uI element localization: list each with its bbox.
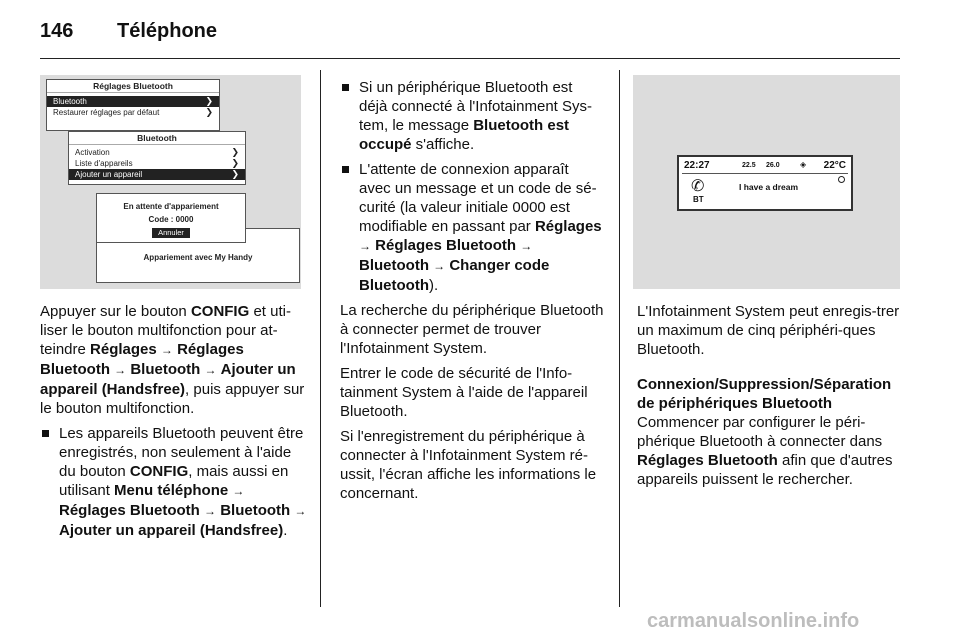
paragraph: Si l'enregistrement du périphérique à connecter à l'Infotainment System ré-ussit, l'écran affiche les informations le concernant. bbox=[340, 428, 597, 502]
bullet-item: Si un périphérique Bluetooth est déjà connecté à l'Infotainment Sys-tem, le message Bluetooth est occupé s'affiche. bbox=[340, 78, 604, 154]
bullet-item: Les appareils Bluetooth peuvent être enregistrés, non seulement à l'aide du bouton CONFIG, mais aussi en utilisant Menu téléphone → Réglages Bluetooth → Bluetooth → Ajouter un appareil (Handsfree). bbox=[40, 424, 308, 540]
page-title: Téléphone bbox=[117, 20, 218, 42]
paragraph: L'Infotainment System peut enregis-trer un maximum de cinq périphéri-ques Bluetooth. bbox=[637, 303, 900, 358]
status-bar bbox=[682, 159, 848, 174]
screen-title: Réglages Bluetooth bbox=[47, 80, 219, 93]
chevron-right-icon: ❯ bbox=[231, 158, 239, 168]
bullet-icon bbox=[342, 166, 349, 173]
temperature: 22°C bbox=[823, 160, 846, 171]
header-divider bbox=[40, 58, 900, 59]
display-message: I have a dream bbox=[739, 182, 799, 192]
watermark: carmanualsonline.info bbox=[647, 610, 860, 632]
section-heading: Connexion/Suppression/Séparation de périphériques Bluetooth bbox=[637, 376, 892, 412]
menu-item: Bluetooth ❯ bbox=[47, 96, 219, 107]
screen-pairing-wait: En attente d'appariement Code : 0000 Annuler bbox=[96, 193, 246, 243]
bt-label: BT bbox=[693, 195, 704, 204]
bullet-icon bbox=[42, 430, 49, 437]
screen-title: Bluetooth bbox=[69, 132, 245, 145]
chevron-right-icon: ❯ bbox=[231, 169, 239, 179]
infotainment-display-figure bbox=[633, 75, 900, 289]
bullet-icon bbox=[342, 84, 349, 91]
column-3 bbox=[637, 302, 901, 495]
paragraph: Entrer le code de sécurité de l'Info-tainment System à l'aide de l'appareil Bluetooth. bbox=[340, 365, 588, 420]
chevron-right-icon: ❯ bbox=[231, 147, 239, 157]
record-icon bbox=[838, 176, 845, 183]
column-divider-1 bbox=[320, 70, 321, 607]
menu-item: Restaurer réglages par défaut ❯ bbox=[53, 107, 213, 117]
bluetooth-icon: ◈ bbox=[800, 160, 807, 169]
display-screen bbox=[677, 155, 853, 211]
column-divider-2 bbox=[619, 70, 620, 607]
phone-icon: ✆ bbox=[691, 178, 705, 195]
paragraph: Commencer par configurer le péri-phérique Bluetooth à connecter dans Réglages Bluetooth afin que d'autres appareils puissent le rechercher. bbox=[637, 414, 893, 488]
screen-bluetooth bbox=[68, 131, 246, 185]
menu-item: Activation ❯ bbox=[75, 147, 239, 157]
clock: 22:27 bbox=[684, 160, 710, 171]
column-2 bbox=[340, 78, 604, 509]
screen-bluetooth-settings bbox=[46, 79, 220, 131]
cancel-button: Annuler bbox=[152, 228, 190, 238]
chevron-right-icon: ❯ bbox=[205, 107, 213, 117]
paragraph: Appuyer sur le bouton CONFIG et uti-liser le bouton multifonction pour at-teindre Réglages → Réglages Bluetooth → Bluetooth → Ajouter un appareil (Handsfree), puis appuyer sur le bouton multifonction. bbox=[40, 303, 305, 417]
tuner-value: 22.5 bbox=[742, 162, 756, 169]
bullet-item: L'attente de connexion apparaît avec un message et un code de sé-curité (la valeur initiale 0000 est modifiable en passant par Réglages → Réglages Bluetooth → Bluetooth → Changer code Bluetooth). bbox=[340, 160, 604, 295]
frequency-value: 26.0 bbox=[766, 162, 780, 169]
menu-item: Liste d'appareils ❯ bbox=[75, 158, 239, 168]
bluetooth-menu-figure bbox=[40, 75, 301, 289]
paragraph: La recherche du périphérique Bluetooth à connecter permet de trouver l'Infotainment System. bbox=[340, 302, 604, 357]
page-header bbox=[0, 0, 960, 70]
chevron-right-icon: ❯ bbox=[205, 96, 213, 106]
menu-item: Ajouter un appareil ❯ bbox=[69, 169, 245, 180]
page-number: 146 bbox=[40, 20, 74, 42]
column-1 bbox=[40, 302, 308, 546]
screen-pairing-result: Appariement avec My Handy bbox=[96, 228, 300, 283]
